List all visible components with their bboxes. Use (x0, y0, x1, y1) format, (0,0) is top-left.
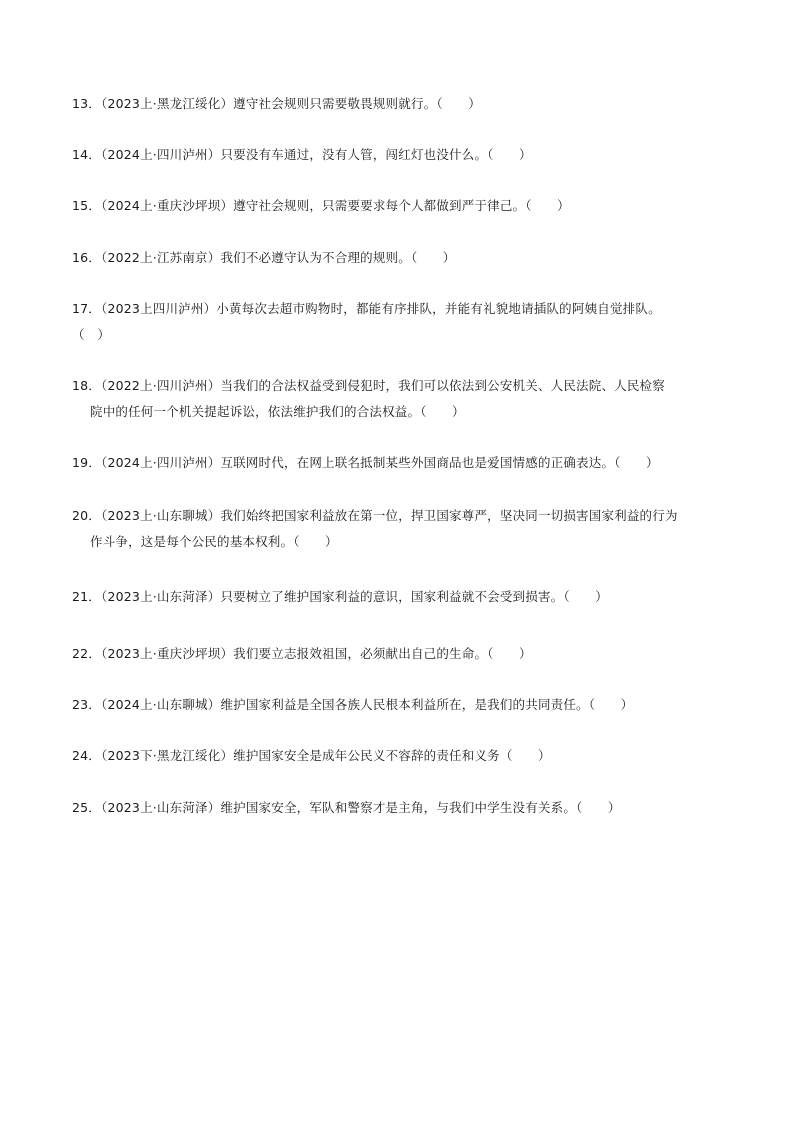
question-13 (72, 91, 752, 117)
question-14 (72, 142, 752, 168)
question-number: 17． (72, 301, 102, 316)
question-text: （2024上·重庆沙坪坝）遵守社会规则，只需要要求每个人都做到严于律己。（ ） (101, 198, 570, 213)
question-18 (72, 373, 752, 425)
question-19 (72, 450, 752, 476)
question-22 (72, 641, 752, 667)
question-text: （2023上·山东聊城）我们始终把国家利益放在第一位，捍卫国家尊严，坚决同一切损害国家利益的行为 (101, 508, 678, 523)
question-text-continued: （ ） (72, 327, 111, 342)
question-number: 23． (72, 697, 102, 712)
question-number: 13． (72, 96, 102, 111)
question-15 (72, 193, 752, 219)
question-20 (72, 503, 752, 555)
question-16 (72, 245, 752, 271)
question-number: 18． (72, 378, 102, 393)
question-number: 20． (72, 508, 102, 523)
question-text: （2023上·重庆沙坪坝）我们要立志报效祖国，必须献出自己的生命。（ ） (101, 646, 532, 661)
question-text: （2024上·山东聊城）维护国家利益是全国各族人民根本利益所在，是我们的共同责任。（ ） (101, 697, 634, 712)
question-number: 16． (72, 250, 102, 265)
question-17 (72, 296, 752, 348)
question-23 (72, 692, 752, 718)
question-text: （2023上·黑龙江绥化）遵守社会规则只需要敬畏规则就行。（ ） (101, 96, 481, 111)
question-text: （2023上·山东菏泽）维护国家安全，军队和警察才是主角，与我们中学生没有关系。（ ） (101, 800, 621, 815)
question-21 (72, 584, 752, 610)
question-text: （2023上四川泸州）小黄每次去超市购物时，都能有序排队，并能有礼貌地请插队的阿姨自觉排队。 (101, 301, 661, 316)
question-number: 19． (72, 455, 102, 470)
question-text: （2024上·四川泸州）互联网时代，在网上联名抵制某些外国商品也是爱国情感的正确表达。（ ） (101, 455, 659, 470)
question-text: （2023下·黑龙江绥化）维护国家安全是成年公民义不容辞的责任和义务（ ） (101, 748, 551, 763)
question-number: 22． (72, 646, 102, 661)
question-number: 15． (72, 198, 102, 213)
question-text: （2022上·四川泸州）当我们的合法权益受到侵犯时，我们可以依法到公安机关、人民法院、人民检察 (101, 378, 665, 393)
question-text-continued: 作斗争，这是每个公民的基本权利。（ ） (90, 534, 338, 549)
question-number: 24． (72, 748, 102, 763)
question-text: （2024上·四川泸州）只要没有车通过，没有人管，闯红灯也没什么。（ ） (101, 147, 532, 162)
question-number: 14． (72, 147, 102, 162)
question-number: 25． (72, 800, 102, 815)
question-text: （2023上·山东菏泽）只要树立了维护国家利益的意识，国家利益就不会受到损害。（ ） (101, 589, 608, 604)
question-24 (72, 743, 752, 769)
question-25 (72, 795, 752, 821)
question-text: （2022上·江苏南京）我们不必遵守认为不合理的规则。（ ） (101, 250, 456, 265)
question-number: 21． (72, 589, 102, 604)
question-text-continued: 院中的任何一个机关提起诉讼，依法维护我们的合法权益。（ ） (90, 404, 465, 419)
